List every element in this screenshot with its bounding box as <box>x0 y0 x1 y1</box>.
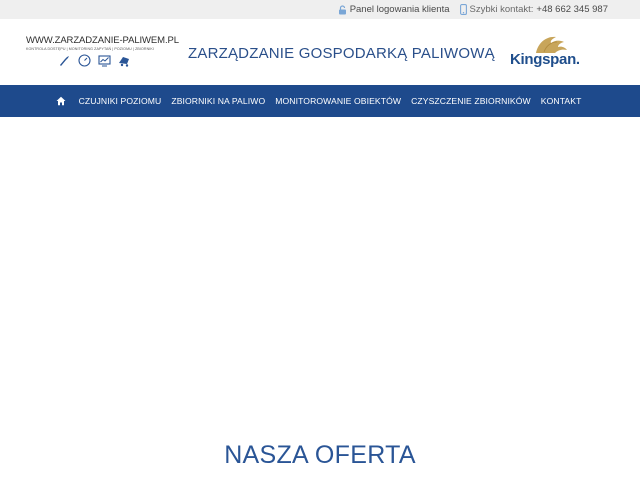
nav-item-tank-cleaning[interactable]: CZYSZCZENIE ZBIORNIKÓW <box>411 96 531 106</box>
site-logo[interactable] <box>26 35 179 75</box>
nav-item-facility-monitoring[interactable]: MONITOROWANIE OBIEKTÓW <box>275 96 402 106</box>
home-icon[interactable] <box>54 94 68 108</box>
section-title: NASZA OFERTA <box>224 441 416 469</box>
lock-icon <box>338 5 347 15</box>
quick-contact-label: Szybki kontakt: <box>469 4 534 15</box>
nav-item-fuel-tanks[interactable]: ZBIORNIKI NA PALIWO <box>171 96 266 106</box>
logo-icons <box>58 54 131 67</box>
main-navigation <box>0 85 640 117</box>
site-title: ZARZĄDZANIE GOSPODARKĄ PALIWOWĄ <box>188 45 495 62</box>
client-login-link[interactable] <box>338 4 450 15</box>
quick-contact[interactable] <box>460 4 608 15</box>
fuel-nozzle-icon <box>58 54 71 67</box>
logo-tagline: KONTROLA DOSTĘPU | MONITORING ZAPYTAŃ | POZIOMU | ZBIORNIKI <box>26 47 154 51</box>
client-login-label[interactable]: Panel logowania klienta <box>349 4 450 15</box>
site-header <box>0 19 640 85</box>
brand-name: Kingspan. <box>510 51 580 68</box>
top-bar <box>0 0 640 19</box>
logo-url-text: WWW.ZARZADZANIE-PALIWEM.PL <box>26 35 179 46</box>
mobile-phone-icon <box>460 4 467 15</box>
nav-item-level-sensors[interactable]: CZUJNIKI POZIOMU <box>78 96 162 106</box>
gauge-icon <box>78 54 91 67</box>
tank-truck-icon <box>118 54 131 67</box>
kingspan-logo[interactable] <box>506 33 584 73</box>
nav-item-contact[interactable]: KONTAKT <box>540 96 582 106</box>
hero-area <box>0 117 640 432</box>
contact-phone[interactable]: +48 662 345 987 <box>536 4 608 15</box>
monitor-chart-icon <box>98 54 111 67</box>
